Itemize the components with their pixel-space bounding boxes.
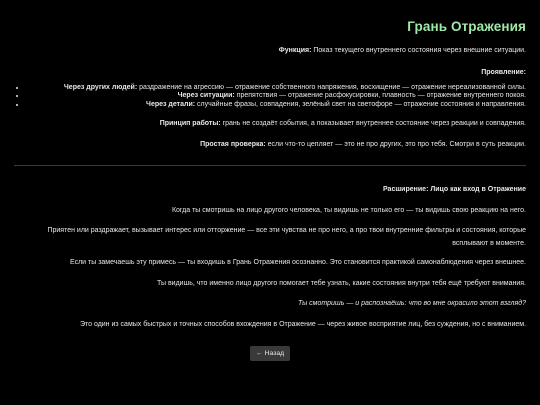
function-label: Функция: (278, 47, 312, 54)
list-item (26, 101, 526, 109)
check-text: если что-то цепляет — это не про других, это про тебя. Смотри в суть реакции. (265, 141, 526, 148)
paragraph: Приятен или раздражает, вызывает интерес или отторжение — все эти чувства не про него, а про твои внутренние фильтры и состояния, которые всплывают в моменте. (47, 227, 526, 247)
list-item (26, 84, 526, 92)
principle-line (14, 119, 526, 128)
list-item (26, 92, 526, 100)
function-text: Показ текущего внутреннего состояния через внешние ситуации. (311, 47, 526, 54)
manifestation-label: Через детали: (146, 100, 196, 108)
manifestation-text: препятствия — отражение расфокусировки, плавность — отражение внутреннего покоя. (234, 92, 526, 100)
manifestation-text: случайные фразы, совпадения, зелёный свет на светофоре — отражение состояния и направления. (195, 100, 526, 108)
manifestation-list (14, 84, 526, 109)
paragraph: Ты видишь, что именно лицо другого помогает тебе узнать, какие состояния внутри тебя ещё требуют внимания. (157, 280, 526, 287)
manifestation-label: Через других людей: (63, 84, 138, 91)
manifestation-label: Через ситуации: (177, 92, 235, 100)
principle-label: Принцип работы: (159, 120, 221, 127)
quote: Ты смотришь — и распознаёшь: что во мне окрасило этот взгляд? (298, 300, 526, 307)
page-title: Грань Отражения (407, 19, 526, 34)
manifestation-heading: Проявление: (481, 69, 526, 76)
function-line (14, 46, 526, 55)
section-divider (14, 165, 526, 166)
paragraph: Если ты замечаешь эту примесь — ты входишь в Грань Отражения осознанно. Это становится практикой самонаблюдения через внешнее. (69, 259, 526, 266)
manifestation-text: раздражение на агрессию — отражение собственного напряжения, восхищение — отражение нереализованной силы. (137, 84, 526, 91)
check-line (14, 140, 526, 149)
check-label: Простая проверка: (200, 141, 266, 148)
extension-heading: Расширение: Лицо как вход в Отражение (382, 186, 526, 193)
paragraph: Когда ты смотришь на лицо другого человека, ты видишь не только его — ты видишь свою реакцию на него. (171, 207, 526, 214)
closing-paragraph: Это один из самых быстрых и точных способов вхождения в Отражение — через живое восприятие лиц, без суждения, но с вниманием. (79, 321, 526, 328)
principle-text: грань не создаёт события, а показывает внутреннее состояние через реакции и совпадения. (220, 120, 526, 127)
back-button[interactable]: ← Назад (250, 346, 290, 361)
